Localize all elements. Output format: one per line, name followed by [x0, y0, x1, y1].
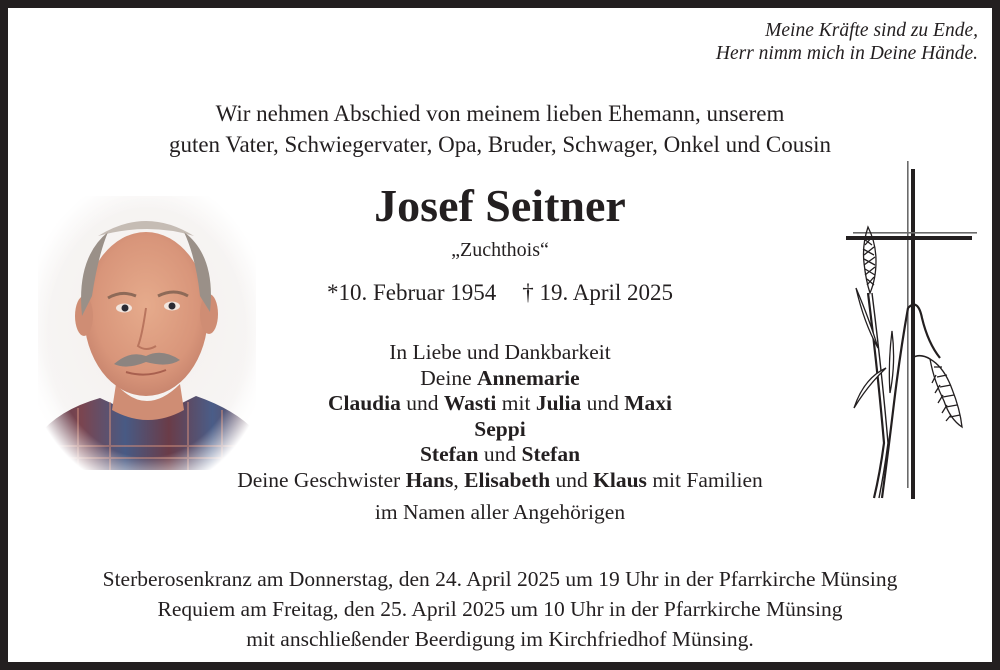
- death-date: † 19. April 2025: [522, 280, 674, 305]
- connector: und: [550, 467, 594, 492]
- burial-info: mit anschließender Beerdigung im Kirchfriedhof Münsing.: [246, 627, 754, 651]
- mourner-name: Stefan: [521, 442, 581, 466]
- farewell-intro: [8, 98, 992, 160]
- mourners-closing: im Namen aller Angehörigen: [374, 500, 626, 524]
- mourner-name: Maxi: [624, 391, 673, 415]
- verse: [716, 19, 978, 65]
- mourner-name: Stefan: [419, 442, 479, 466]
- wife-prefix: Deine: [420, 365, 477, 390]
- cross-with-wheat-icon: [834, 153, 984, 508]
- siblings-suffix: mit Familien: [646, 467, 763, 492]
- deceased-nickname: „Zuchthois“: [451, 239, 549, 261]
- mourner-name: Wasti: [443, 391, 497, 415]
- siblings-prefix: Deine Geschwister: [237, 467, 406, 492]
- deceased-name: Josef Seitner: [374, 180, 626, 231]
- verse-line-1: Meine Kräfte sind zu Ende,: [765, 20, 978, 41]
- service-details: [8, 564, 992, 654]
- cross-icon: [834, 153, 984, 508]
- connector: und: [478, 442, 522, 466]
- mourners-opening: In Liebe und Dankbarkeit: [389, 340, 611, 364]
- mourner-name: Klaus: [593, 467, 647, 492]
- connector: und: [581, 391, 625, 415]
- mourner-name: Elisabeth: [464, 467, 551, 492]
- connector: mit: [496, 391, 536, 415]
- intro-line-1: Wir nehmen Abschied von meinem lieben Ehemann, unserem: [215, 101, 785, 126]
- rosary-info: Sterberosenkranz am Donnerstag, den 24. April 2025 um 19 Uhr in der Pfarrkirche Münsing: [102, 567, 898, 591]
- connector: ,: [453, 467, 465, 492]
- wife-name: Annemarie: [477, 365, 580, 390]
- mourner-name: Seppi: [474, 416, 526, 441]
- connector: und: [400, 391, 444, 415]
- verse-line-2: Herr nimm mich in Deine Hände.: [715, 43, 978, 64]
- intro-line-2: guten Vater, Schwiegervater, Opa, Bruder, Schwager, Onkel und Cousin: [168, 132, 832, 157]
- mourner-name: Claudia: [327, 391, 401, 415]
- birth-date: *10. Februar 1954: [326, 280, 497, 305]
- mourner-name: Hans: [405, 467, 454, 492]
- mourner-name: Julia: [535, 391, 582, 415]
- requiem-info: Requiem am Freitag, den 25. April 2025 um 10 Uhr in der Pfarrkirche Münsing: [157, 597, 843, 621]
